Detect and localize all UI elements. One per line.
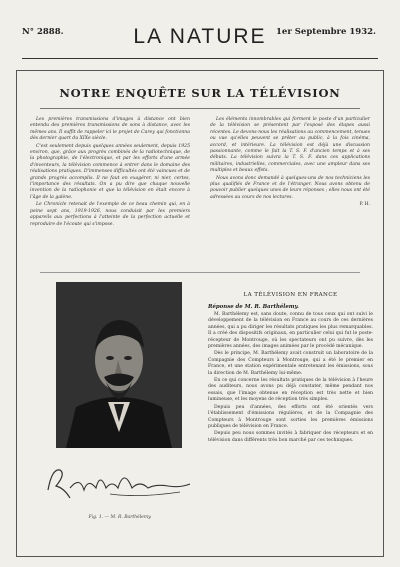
intro-signature: P. H.: [359, 202, 370, 208]
intro-left-paragraph: Le Chronicle retenait de l'exemple de ce beau chemin qui, en à peine sept ans, 1919-1926, nous conduisit par les premiers appareils aux perfections à l'atteinte de la perfection actuelle et reproduire de l'écoute qui s'impose.: [30, 202, 190, 227]
section-rule: [40, 108, 360, 109]
journal-title: LA NATURE: [133, 25, 267, 48]
section-title: NOTRE ENQUÊTE SUR LA TÉLÉVISION: [59, 86, 341, 100]
handwritten-signature: [40, 458, 200, 508]
article-paragraph: M. Barthélemy est, sans doute, connu de tous ceux qui ont suivi le développement de la télévision en France au cours de ces dernières années, qui a pu diriger les résultats pratiques les plus remarquables. Il a créé des dispositifs originaux, en particulier celui qui fut le poste-récepteur de Montrouge, où les spectateurs ont pu suivre, dès les premières années, des images animées par le procédé mécanique.: [208, 312, 373, 350]
article-column: [208, 312, 373, 445]
intro-right-column: [210, 117, 370, 209]
intro-right-paragraph: Les éléments innombrables qui forment le poste d'un particulier de la télévision se présentent par l'exposé des étapes aussi récentes. Le devons-nous les réalisations au commencement, tenues ou vue qu'elles peuvent se prêter au public, à la fois cinéma, accord, et intérieure. La télévision est déjà une discussion passionnante, comme le fait la T. S. F. d'ancien temps et à ses débuts. La télévision suivra la T. S. F. dans ces applications militaires, industrielles, commerciales, avec une ampleur dans ses multiples et beaux effets.: [210, 117, 370, 174]
article-paragraph: Depuis peu nous sommes invités à fabriquer des récepteurs et en télévision dans différents très bon marché par ces techniques.: [208, 431, 373, 443]
issue-date: 1er Septembre 1932.: [276, 27, 376, 37]
issue-number: N° 2888.: [22, 27, 64, 37]
article-subtitle: Réponse de M. R. Barthélemy.: [208, 304, 299, 310]
portrait-photo: [56, 282, 182, 448]
intro-left-column: [30, 117, 190, 229]
signature-graphic: [40, 458, 200, 508]
article-title: LA TÉLÉVISION EN FRANCE: [243, 292, 338, 298]
intro-left-paragraph: Les premières transmissions d'images à distance ont bien entendu des premières transmissions de sons à distance, avec les mêmes ans. Il suffit de rappeler ici le projet de Carey qui fonctionna dès dernier quart du XIXe siècle.: [30, 117, 190, 142]
article-rule: [40, 272, 360, 273]
portrait-illustration: [56, 282, 182, 448]
figure-caption: Fig. 1. — M. R. Barthélemy.: [88, 515, 152, 520]
header-rule: [22, 58, 378, 59]
article-paragraph: Depuis peu d'années, des efforts ont été orientés vers l'établissement d'émissions régulières, et de la Compagnie des Compteurs à Montrouge sont sorties les premières émissions publiques de télévision en France.: [208, 404, 373, 429]
intro-left-paragraph: C'est seulement depuis quelques années seulement, depuis 1925 environ, que, grâce aux progrès combinés de la radiotechnique, de la photographie, de l'électronique, et par les efforts d'une armée d'inventeurs, la télévision commence à entrer dans le domaine des réalisations pratiques. D'immenses difficultés ont été vaincues et de grands progrès accomplis. Il ne faut en exagérer, ni nier, certes, l'importance des résultats. On a pu dire que chaque nouvelle invention de la radiophonie et que la télévision en était encore à l'âge de la galène.: [30, 143, 190, 200]
article-paragraph: En ce qui concerne les résultats pratiques de la télévision à l'heure des auditeurs, nous avons pu déjà constater, même pendant nos essais, que l'image obtenue en réception est très nette et bien lumineuse, et les moyens de réception très simples.: [208, 378, 373, 403]
intro-right-paragraph: Nous avons donc demandé à quelques-uns de nos techniciens les plus qualifiés de France et de l'étranger. Nous avons obtenu de pouvoir publier quelques unes de leurs réponses ; elles nous ont été adressées au cours de nos lectures.: [210, 175, 370, 200]
article-paragraph: Dès le principe, M. Barthélemy avait construit un laboratoire de la Compagnie des Compteurs à Montrouge, qui a été le premier en France, et une station expérimentale entretenant les émissions, sous la direction de M. Barthélemy lui-même.: [208, 351, 373, 376]
